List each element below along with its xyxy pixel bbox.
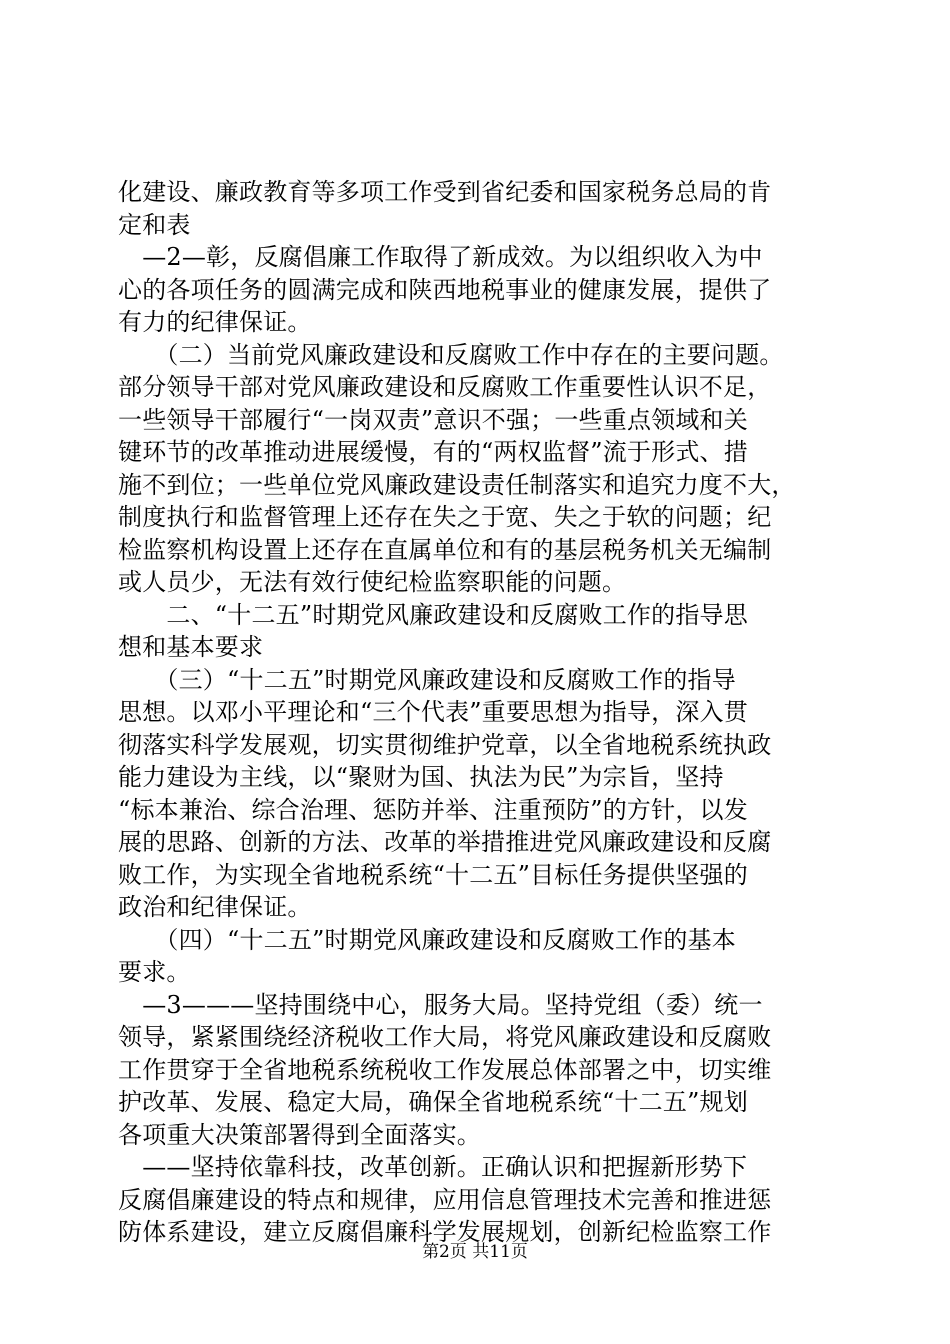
text-line: 二、“十二五”时期党风廉政建设和反腐败工作的指导思 [118,600,748,629]
text-line: 部分领导干部对党风廉政建设和反腐败工作重要性认识不足， [118,373,772,401]
text-line: 或人员少，无法有效行使纪检监察职能的问题。 [118,568,627,596]
text-line: 施不到位；一些单位党风廉政建设责任制落实和追究力度不大， [118,470,796,499]
text-line: ——坚持依靠科技，改革创新。正确认识和把握新形势下 [118,1153,748,1181]
page-footer: 第2页 共11页 [422,1242,528,1262]
text-line: 领导，紧紧围绕经济税收工作大局，将党风廉政建设和反腐败 [118,1023,772,1051]
text-line: 检监察机构设置上还存在直属单位和有的基层税务机关无编制 [118,535,772,564]
text-line: 工作贯穿于全省地税系统税收工作发展总体部署之中，切实维 [118,1055,772,1084]
text-line: 护改革、发展、稳定大局，确保全省地税系统“十二五”规划 [118,1088,748,1116]
text-line: 想和基本要求 [118,633,264,661]
text-line: 有力的纪律保证。 [118,308,312,336]
text-line: 防体系建设，建立反腐倡廉科学发展规划，创新纪检监察工作 [118,1218,772,1246]
text-line: 化建设、廉政教育等多项工作受到省纪委和国家税务总局的肯 [118,178,772,206]
text-line: 政治和纪律保证。 [118,893,312,921]
text-line: （二）当前党风廉政建设和反腐败工作中存在的主要问题。 [118,340,784,369]
text-line: “标本兼治、综合治理、惩防并举、注重预防”的方针，以发 [118,795,748,824]
text-line: 思想。以邓小平理论和“三个代表”重要思想为指导，深入贯 [118,698,748,726]
text-line: 能力建设为主线，以“聚财为国、执法为民”为宗旨，坚持 [118,763,724,791]
document-body [118,176,838,1249]
text-line: 制度执行和监督管理上还存在失之于宽、失之于软的问题；纪 [118,503,772,531]
text-line: 键环节的改革推动进展缓慢，有的“两权监督”流于形式、措 [118,438,748,466]
text-line: 心的各项任务的圆满完成和陕西地税事业的健康发展，提供了 [118,275,772,304]
text-line: 一些领导干部履行“一岗双责”意识不强；一些重点领域和关 [118,405,748,434]
text-line: （四）“十二五”时期党风廉政建设和反腐败工作的基本 [118,925,736,954]
text-line: —2—彰，反腐倡廉工作取得了新成效。为以组织收入为中 [118,243,763,271]
text-line: 败工作，为实现全省地税系统“十二五”目标任务提供坚强的 [118,860,748,889]
text-line: 各项重大决策部署得到全面落实。 [118,1120,481,1149]
text-line: 展的思路、创新的方法、改革的举措推进党风廉政建设和反腐 [118,828,772,856]
text-line: （三）“十二五”时期党风廉政建设和反腐败工作的指导 [118,665,736,694]
text-line: 要求。 [118,958,191,986]
text-line: 反腐倡廉建设的特点和规律，应用信息管理技术完善和推进惩 [118,1185,772,1214]
text-line: 定和表 [118,210,191,239]
text-line: 彻落实科学发展观，切实贯彻维护党章，以全省地税系统执政 [118,730,772,759]
text-line: —3———坚持围绕中心，服务大局。坚持党组（委）统一 [118,990,763,1019]
